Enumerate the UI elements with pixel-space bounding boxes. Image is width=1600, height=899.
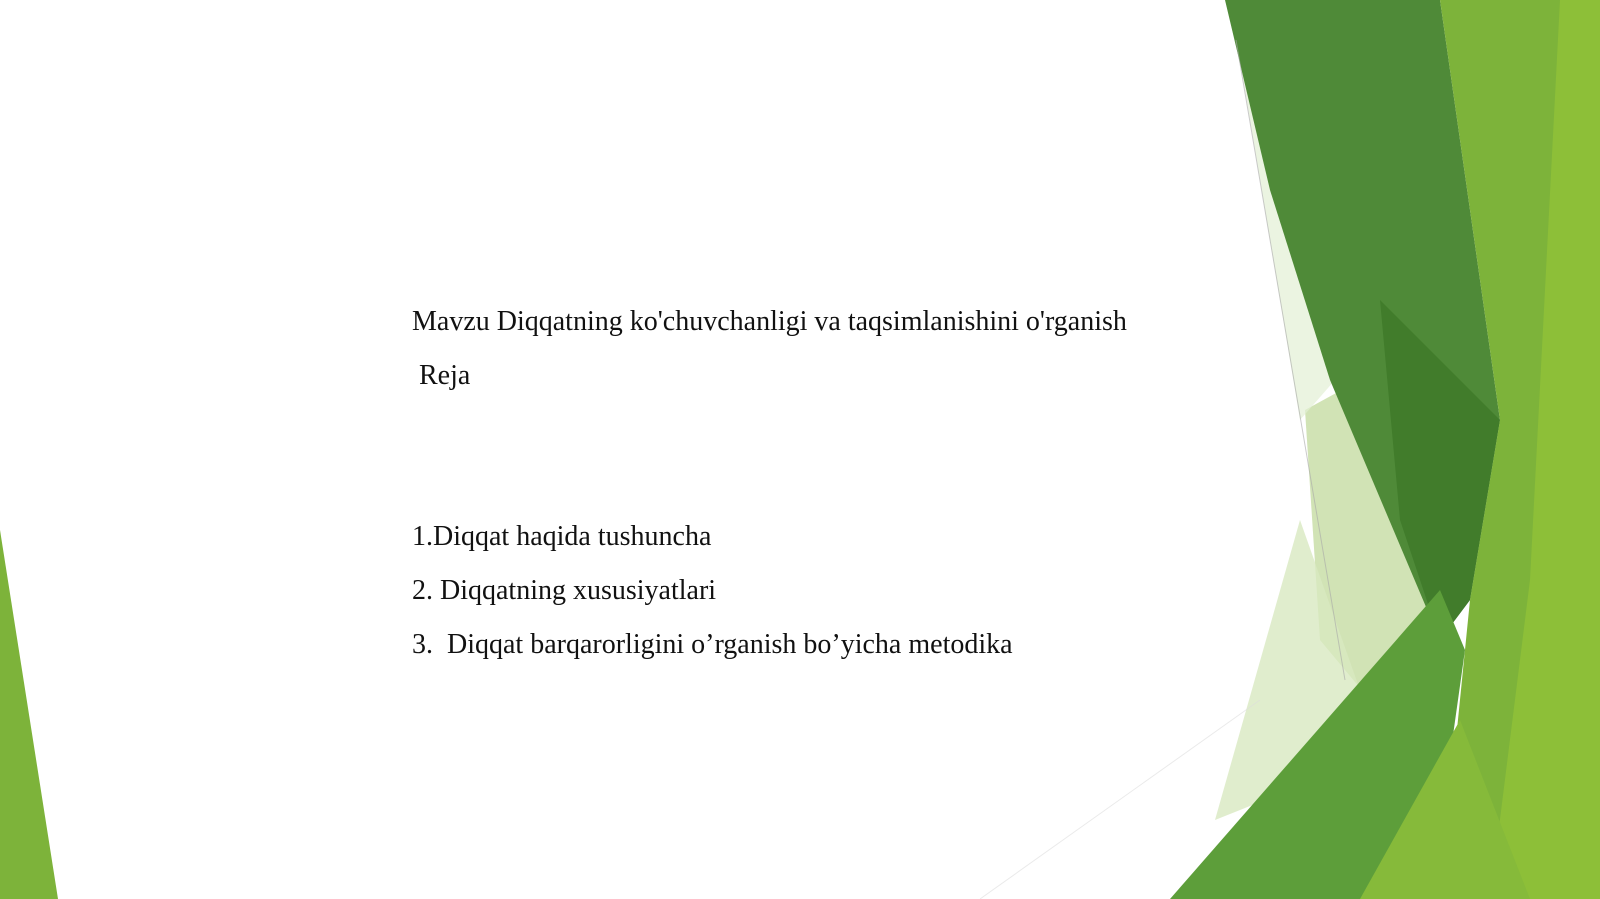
plan-item: 3. Diqqat barqarorligini o’rganish bo’yicha metodika [412,629,1013,660]
slide-title: Mavzu Diqqatning ko'chuvchanligi va taqsimlanishini o'rganish [412,306,1127,337]
plan-item: 1.Diqqat haqida tushuncha [412,521,712,552]
left-green-wedge [0,530,58,899]
plan-item: 2. Diqqatning xususiyatlari [412,575,717,606]
plan-heading: Reja [412,360,471,391]
